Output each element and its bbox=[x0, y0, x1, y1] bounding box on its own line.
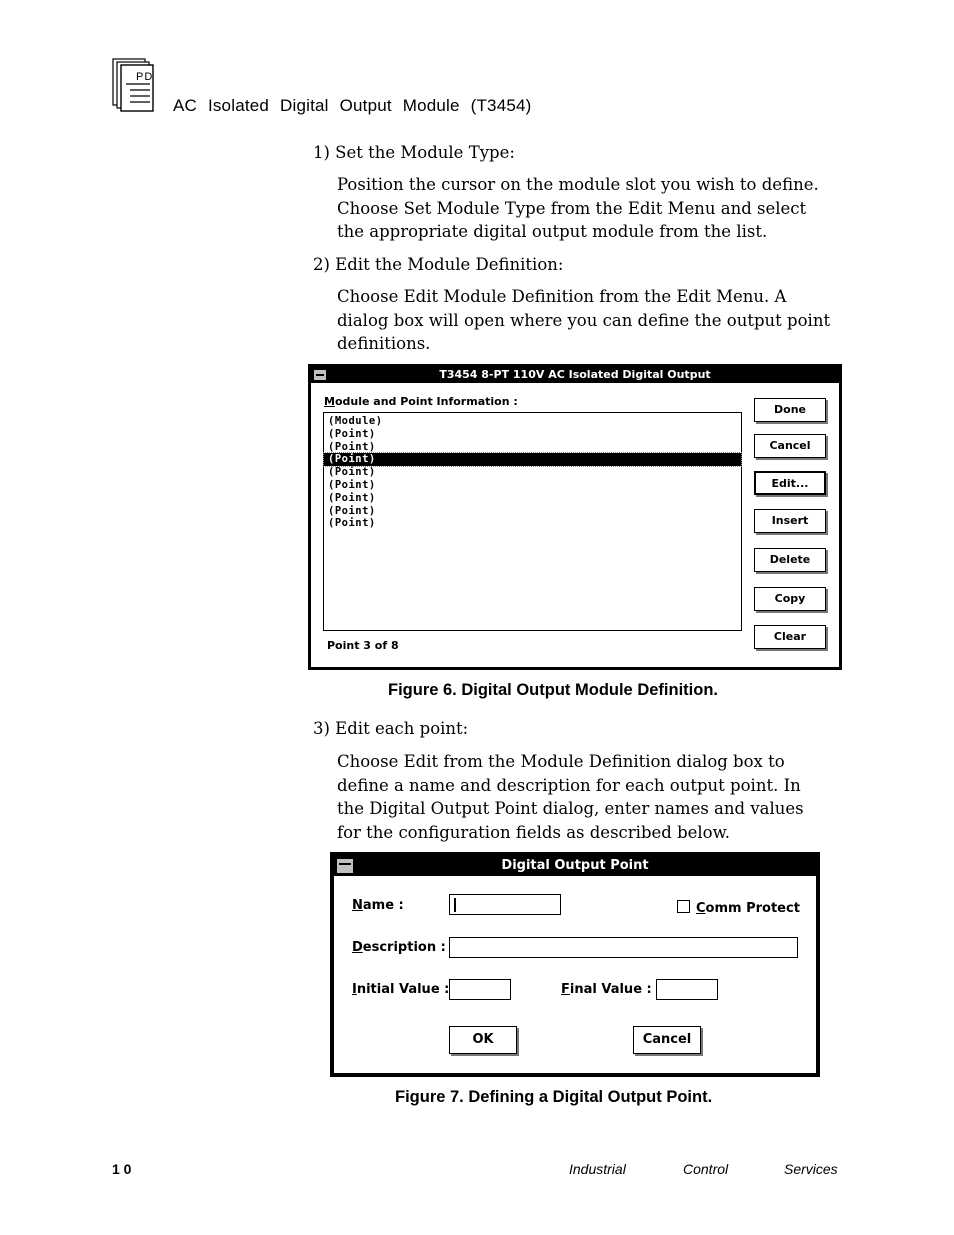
copy-label: Copy bbox=[774, 592, 806, 605]
system-menu-icon[interactable] bbox=[313, 369, 327, 381]
text-line: definitions. bbox=[337, 334, 431, 353]
name-label: Name : bbox=[352, 898, 404, 913]
footer-word-3: Services bbox=[784, 1161, 838, 1177]
point-status: Point 3 of 8 bbox=[327, 639, 399, 652]
text-line: define a name and description for each output point. In bbox=[337, 775, 801, 795]
description-label-text: escription : bbox=[362, 940, 446, 955]
pd-logo-icon bbox=[112, 58, 156, 112]
step-3-heading: 3) Edit each point: bbox=[313, 719, 469, 738]
step-2-heading: 2) Edit the Module Definition: bbox=[313, 255, 564, 274]
ok-button[interactable] bbox=[449, 1026, 517, 1054]
text-line: for the configuration fields as described below. bbox=[337, 822, 731, 842]
clear-label: Clear bbox=[773, 630, 807, 643]
step-1-heading: 1) Set the Module Type: bbox=[313, 143, 515, 162]
edit-label: Edit... bbox=[771, 477, 809, 490]
logo-text: PD bbox=[136, 71, 154, 83]
dialog-title-bar bbox=[334, 856, 816, 876]
list-label-accel: M bbox=[324, 395, 335, 408]
text-line: the Digital Output Point dialog, enter names and values bbox=[337, 799, 804, 818]
list-item[interactable]: (Point) bbox=[328, 427, 376, 440]
delete-button[interactable] bbox=[754, 548, 826, 572]
comm-protect-label: Comm Protect bbox=[696, 901, 800, 916]
step-3-text bbox=[337, 750, 857, 844]
text-line: Position the cursor on the module slot you wish to define. bbox=[337, 175, 819, 194]
comm-protect-label-text: omm Protect bbox=[705, 901, 800, 916]
initial-value-label: Initial Value : bbox=[352, 982, 450, 997]
insert-button[interactable] bbox=[754, 509, 826, 533]
list-item[interactable]: (Point) bbox=[328, 478, 376, 491]
module-definition-dialog bbox=[308, 364, 842, 670]
footer-word-2: Control bbox=[683, 1161, 729, 1177]
description-label: Description : bbox=[352, 940, 446, 955]
step-2-text bbox=[337, 285, 857, 356]
clear-button[interactable] bbox=[754, 625, 826, 649]
page-header-title: AC Isolated Digital Output Module (T3454) bbox=[173, 96, 532, 115]
footer-word-1: Industrial bbox=[569, 1161, 626, 1177]
list-item[interactable]: (Module) bbox=[328, 415, 383, 427]
text-line: Choose Set Module Type from the Edit Menu and select bbox=[337, 198, 807, 218]
name-input[interactable] bbox=[449, 894, 561, 915]
system-menu-icon[interactable] bbox=[336, 858, 354, 874]
initial-value-label-text: nitial Value : bbox=[356, 982, 450, 997]
module-point-listbox[interactable] bbox=[323, 412, 742, 631]
list-item[interactable]: (Point) bbox=[328, 491, 376, 504]
text-line: the appropriate digital output module from the list. bbox=[337, 222, 768, 241]
text-caret bbox=[454, 898, 456, 912]
initial-value-input[interactable] bbox=[449, 979, 511, 1000]
list-item[interactable]: (Point) bbox=[328, 466, 376, 479]
step-1-text bbox=[337, 173, 857, 244]
figure-6-caption: Figure 6. Digital Output Module Definition. bbox=[388, 681, 718, 699]
comm-protect-checkbox[interactable] bbox=[677, 900, 690, 913]
copy-button[interactable] bbox=[754, 587, 826, 611]
delete-label: Delete bbox=[769, 553, 811, 566]
description-input[interactable] bbox=[449, 937, 798, 958]
name-label-text: ame : bbox=[362, 898, 404, 913]
dialog-title-bar bbox=[311, 367, 839, 383]
text-line: Choose Edit from the Module Definition dialog box to bbox=[337, 752, 785, 771]
figure-7-caption: Figure 7. Defining a Digital Output Point. bbox=[395, 1088, 713, 1106]
insert-label: Insert bbox=[771, 514, 809, 527]
list-item[interactable]: (Point) bbox=[328, 517, 376, 530]
list-item[interactable]: (Point) bbox=[328, 440, 376, 453]
done-label: Done bbox=[774, 403, 806, 416]
text-line: Choose Edit Module Definition from the Edit Menu. A bbox=[337, 287, 787, 306]
list-label bbox=[324, 395, 518, 408]
dialog-title: T3454 8-PT 110V AC Isolated Digital Output bbox=[439, 368, 711, 381]
ok-label: OK bbox=[472, 1032, 494, 1047]
edit-button[interactable] bbox=[754, 471, 826, 495]
list-label-text: odule and Point Information : bbox=[334, 395, 518, 408]
cancel-button[interactable] bbox=[633, 1026, 701, 1054]
cancel-button[interactable] bbox=[754, 434, 826, 458]
digital-output-point-dialog bbox=[330, 852, 820, 1077]
text-line: dialog box will open where you can define the output point bbox=[337, 310, 831, 330]
final-value-label: Final Value : bbox=[561, 982, 652, 997]
final-value-label-text: inal Value : bbox=[569, 982, 652, 997]
final-value-input[interactable] bbox=[656, 979, 718, 1000]
page-number: 1 0 bbox=[112, 1161, 132, 1177]
cancel-label: Cancel bbox=[769, 439, 811, 452]
list-item[interactable]: (Point) bbox=[328, 504, 376, 517]
done-button[interactable] bbox=[754, 398, 826, 422]
dialog-title: Digital Output Point bbox=[501, 858, 649, 873]
list-item-selected[interactable]: (Point) bbox=[324, 453, 741, 466]
cancel-label: Cancel bbox=[642, 1032, 692, 1047]
